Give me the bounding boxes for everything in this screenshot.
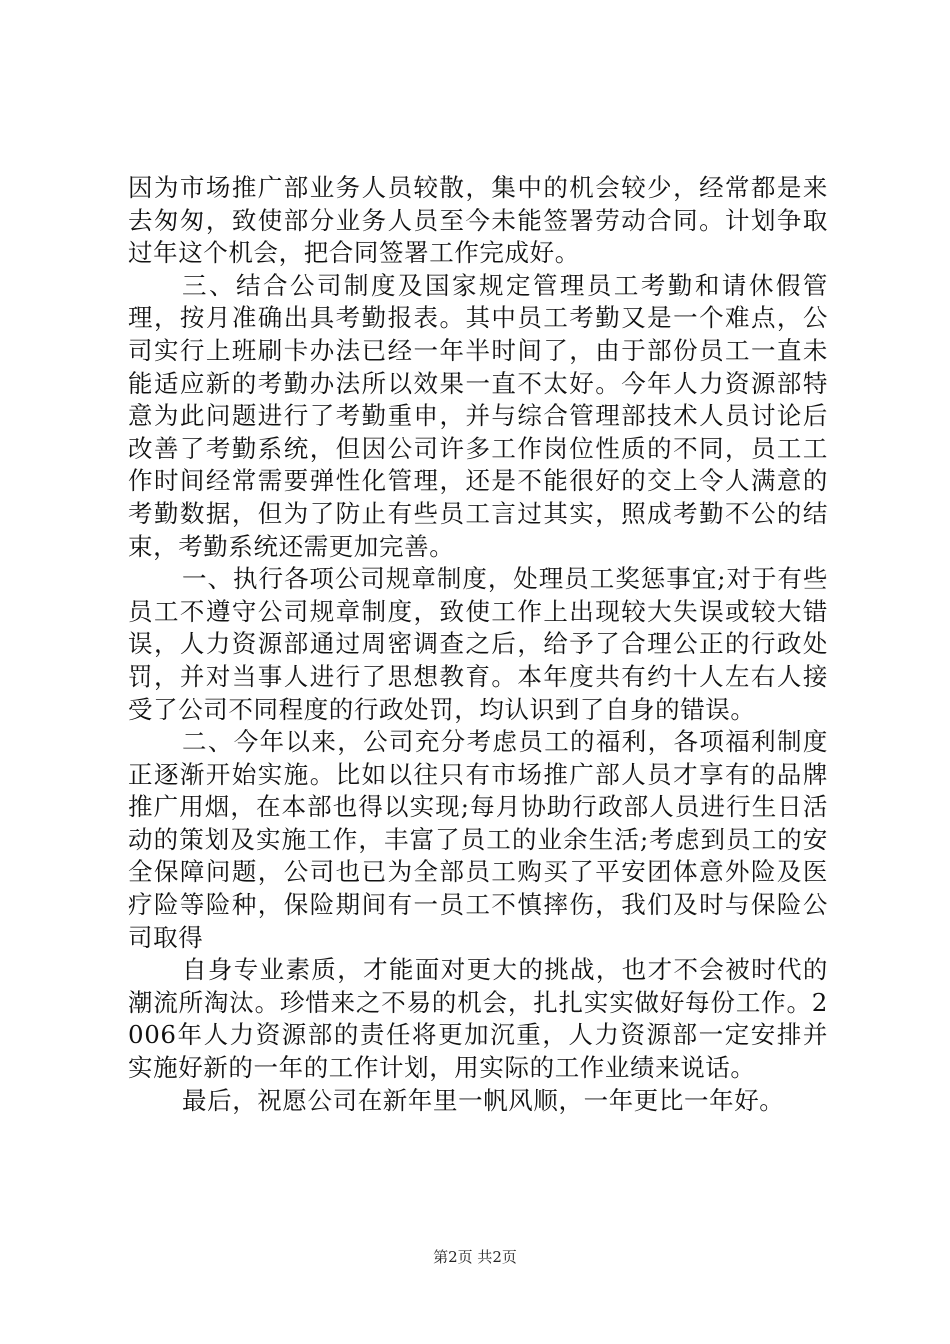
paragraph-rules-discipline: 一、执行各项公司规章制度，处理员工奖惩事宜;对于有些员工不遵守公司规章制度，致使工作上出现较大失误或较大错误，人力资源部通过周密调查之后，给予了合理公正的行政处罚，并对当事人进行了思想教育。本年度共有约十人左右人接受了公司不同程度的行政处罚，均认识到了自身的错误。	[128, 564, 828, 724]
page-number-footer: 第2页 共2页	[433, 1248, 517, 1266]
paragraph-closing-wishes: 最后，祝愿公司在新年里一帆风顺，一年更比一年好。	[182, 1085, 785, 1115]
document-body	[128, 172, 828, 1117]
paragraph-attendance-management: 三、结合公司制度及国家规定管理员工考勤和请休假管理，按月准确出具考勤报表。其中员工考勤又是一个难点，公司实行上班刷卡办法已经一年半时间了，由于部份员工一直未能适应新的考勤办法所以效果一直不太好。今年人力资源部特意为此问题进行了考勤重申，并与综合管理部技术人员讨论后改善了考勤系统，但因公司许多工作岗位性质的不同，员工工作时间经常需要弹性化管理，还是不能很好的交上令人满意的考勤数据，但为了防止有些员工言过其实，照成考勤不公的结束，考勤系统还需更加完善。	[128, 270, 828, 561]
paragraph-employee-welfare: 二、今年以来，公司充分考虑员工的福利，各项福利制度正逐渐开始实施。比如以往只有市场推广部人员才享有的品牌推广用烟，在本部也得以实现;每月协助行政部人员进行生日活动的策划及实施工作，丰富了员工的业余生活;考虑到员工的安全保障问题，公司也已为全部员工购买了平安团体意外险及医疗险等险种，保险期间有一员工不慎摔伤，我们及时与保险公司取得	[128, 727, 828, 952]
paragraph-contract-signing: 因为市场推广部业务人员较散，集中的机会较少，经常都是来去匆匆，致使部分业务人员至今未能签署劳动合同。计划争取过年这个机会，把合同签署工作完成好。	[128, 173, 828, 268]
paragraph-professional-quality: 自身专业素质，才能面对更大的挑战，也才不会被时代的潮流所淘汰。珍惜来之不易的机会，扎扎实实做好每份工作。2006年人力资源部的责任将更加沉重，人力资源部一定安排并实施好新的一年的工作计划，用实际的工作业绩来说话。	[128, 955, 828, 1083]
